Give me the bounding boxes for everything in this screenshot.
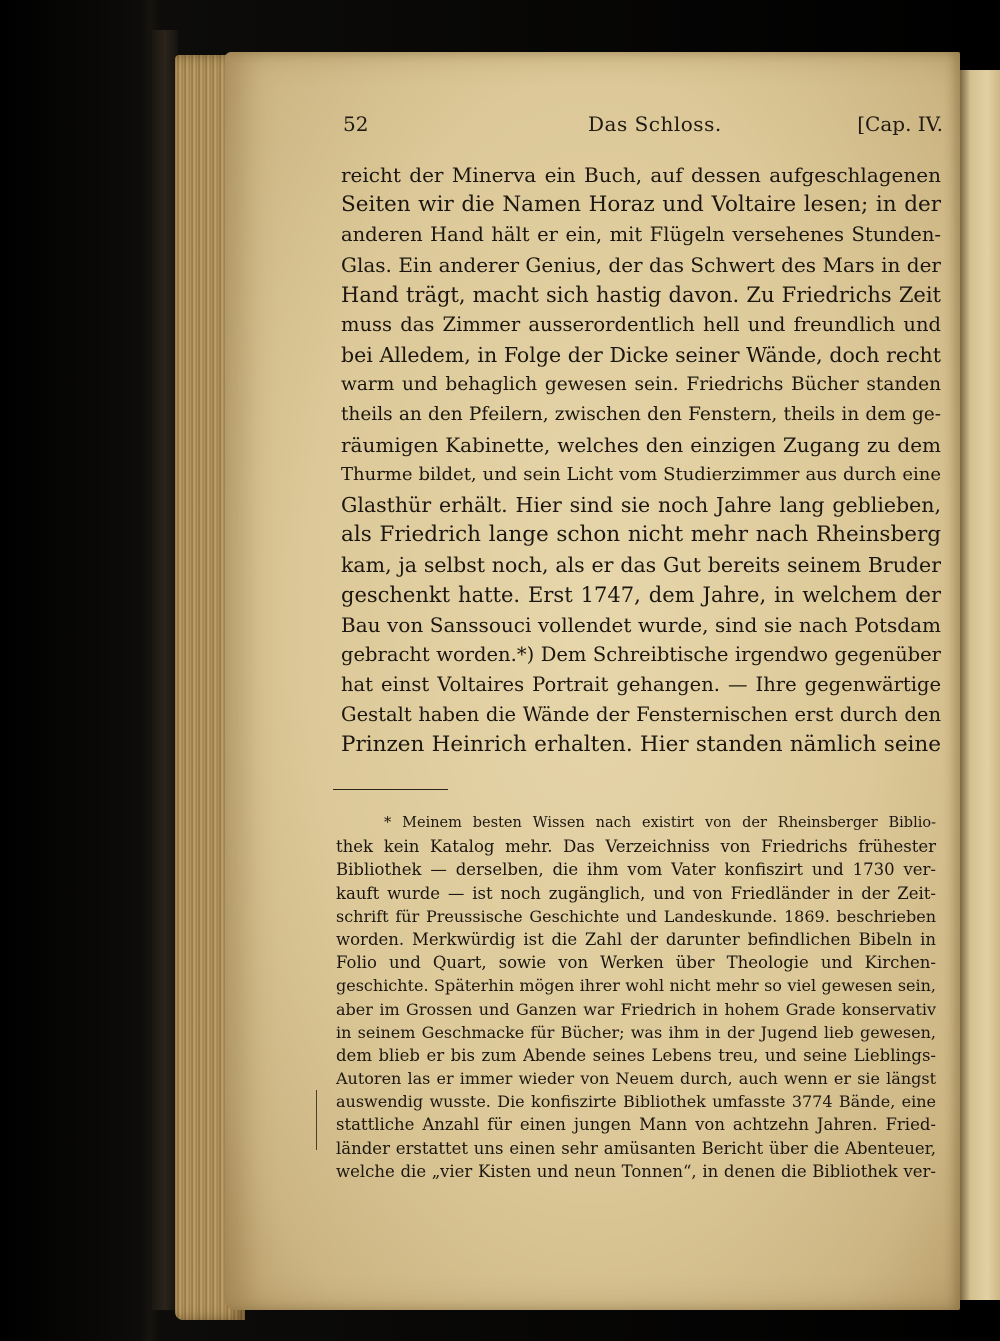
body-line: Bau von Sanssouci vollendet wurde, sind sie nach Potsdam — [341, 613, 941, 637]
footnote — [336, 812, 936, 1183]
body-line: warm und behaglich gewesen sein. Friedrichs Bücher standen — [341, 374, 941, 395]
footnote-line: in seinem Geschmacke für Bücher; was ihm in der Jugend lieb gewesen, — [336, 1022, 936, 1042]
footnote-line: Bibliothek — derselben, die ihm vom Vater konfiszirt und 1730 ver- — [336, 860, 936, 880]
footnote-line: aber im Grossen und Ganzen war Friedrich in hohem Grade konservativ — [336, 999, 936, 1019]
body-line: Hand trägt, macht sich hastig davon. Zu Friedrichs Zeit — [341, 283, 941, 307]
footnote-line: dem blieb er bis zum Abende seines Lebens treu, und seine Lieblings- — [336, 1045, 936, 1065]
footnote-line: Folio und Quart, sowie von Werken über Theologie und Kirchen- — [336, 953, 936, 973]
facing-page-edge — [958, 70, 1000, 1300]
body-line: gebracht worden.*) Dem Schreibtische irgendwo gegenüber — [341, 643, 941, 666]
running-title: Das Schloss. — [588, 112, 722, 136]
body-line: als Friedrich lange schon nicht mehr nach Rheinsberg — [341, 522, 941, 547]
body-line: anderen Hand hält er ein, mit Flügeln versehenes Stunden- — [341, 223, 941, 246]
footnote-divider — [333, 789, 448, 790]
footnote-line: Autoren las er immer wieder von Neuem durch, auch wenn er sie längst — [336, 1069, 936, 1089]
footnote-line: länder erstattet uns einen sehr amüsanten Bericht über die Abenteuer, — [336, 1138, 936, 1158]
body-line: theils an den Pfeilern, zwischen den Fenstern, theils in dem ge- — [341, 404, 941, 425]
body-line: Seiten wir die Namen Horaz und Voltaire lesen; in der — [341, 192, 941, 217]
body-line: Gestalt haben die Wände der Fensternischen erst durch den — [341, 703, 941, 726]
body-line: muss das Zimmer ausserordentlich hell und freundlich und — [341, 313, 941, 336]
footnote-line: thek kein Katalog mehr. Das Verzeichniss von Friedrichs frühester — [336, 837, 936, 857]
running-head — [343, 112, 943, 142]
footnote-line: auswendig wusste. Die konfiszirte Bibliothek umfasste 3774 Bände, eine — [336, 1092, 936, 1112]
footnote-line: stattliche Anzahl für einen jungen Mann von achtzehn Jahren. Fried- — [336, 1115, 936, 1135]
body-line: kam, ja selbst noch, als er das Gut bereits seinem Bruder — [341, 553, 941, 577]
body-line: bei Alledem, in Folge der Dicke seiner Wände, doch recht — [341, 343, 941, 367]
body-line: Glasthür erhält. Hier sind sie noch Jahre lang geblieben, — [341, 493, 941, 517]
footnote-line: kauft wurde — ist noch zugänglich, und von Friedländer in der Zeit- — [336, 883, 936, 903]
footnote-line: geschichte. Späterhin mögen ihrer wohl nicht mehr so viel gewesen sein, — [336, 976, 936, 996]
body-line: geschenkt hatte. Erst 1747, dem Jahre, in welchem der — [341, 583, 941, 607]
footnote-line: worden. Merkwürdig ist die Zahl der darunter befindlichen Bibeln in — [336, 929, 936, 949]
body-line: hat einst Voltaires Portrait gehangen. — Ihre gegenwärtige — [341, 673, 941, 696]
pencil-margin-mark — [316, 1090, 319, 1150]
footnote-line: schrift für Preussische Geschichte und Landeskunde. 1869. beschrieben — [336, 906, 936, 926]
body-line: reicht der Minerva ein Buch, auf dessen aufgeschlagenen — [341, 163, 941, 187]
footnote-line: * Meinem besten Wissen nach existirt von der Rheinsberger Biblio- — [384, 815, 936, 831]
body-text — [341, 160, 941, 760]
body-line: räumigen Kabinette, welches den einzigen Zugang zu dem — [341, 433, 941, 457]
chapter-reference: [Cap. IV. — [857, 112, 943, 136]
body-line: Glas. Ein anderer Genius, der das Schwert des Mars in der — [341, 253, 941, 277]
page-number: 52 — [343, 112, 369, 136]
body-line: Prinzen Heinrich erhalten. Hier standen nämlich seine — [341, 732, 941, 757]
body-line: Thurme bildet, und sein Licht vom Studierzimmer aus durch eine — [341, 464, 941, 485]
footnote-line: welche die „vier Kisten und neun Tonnen“, in denen die Bibliothek ver- — [336, 1161, 936, 1181]
